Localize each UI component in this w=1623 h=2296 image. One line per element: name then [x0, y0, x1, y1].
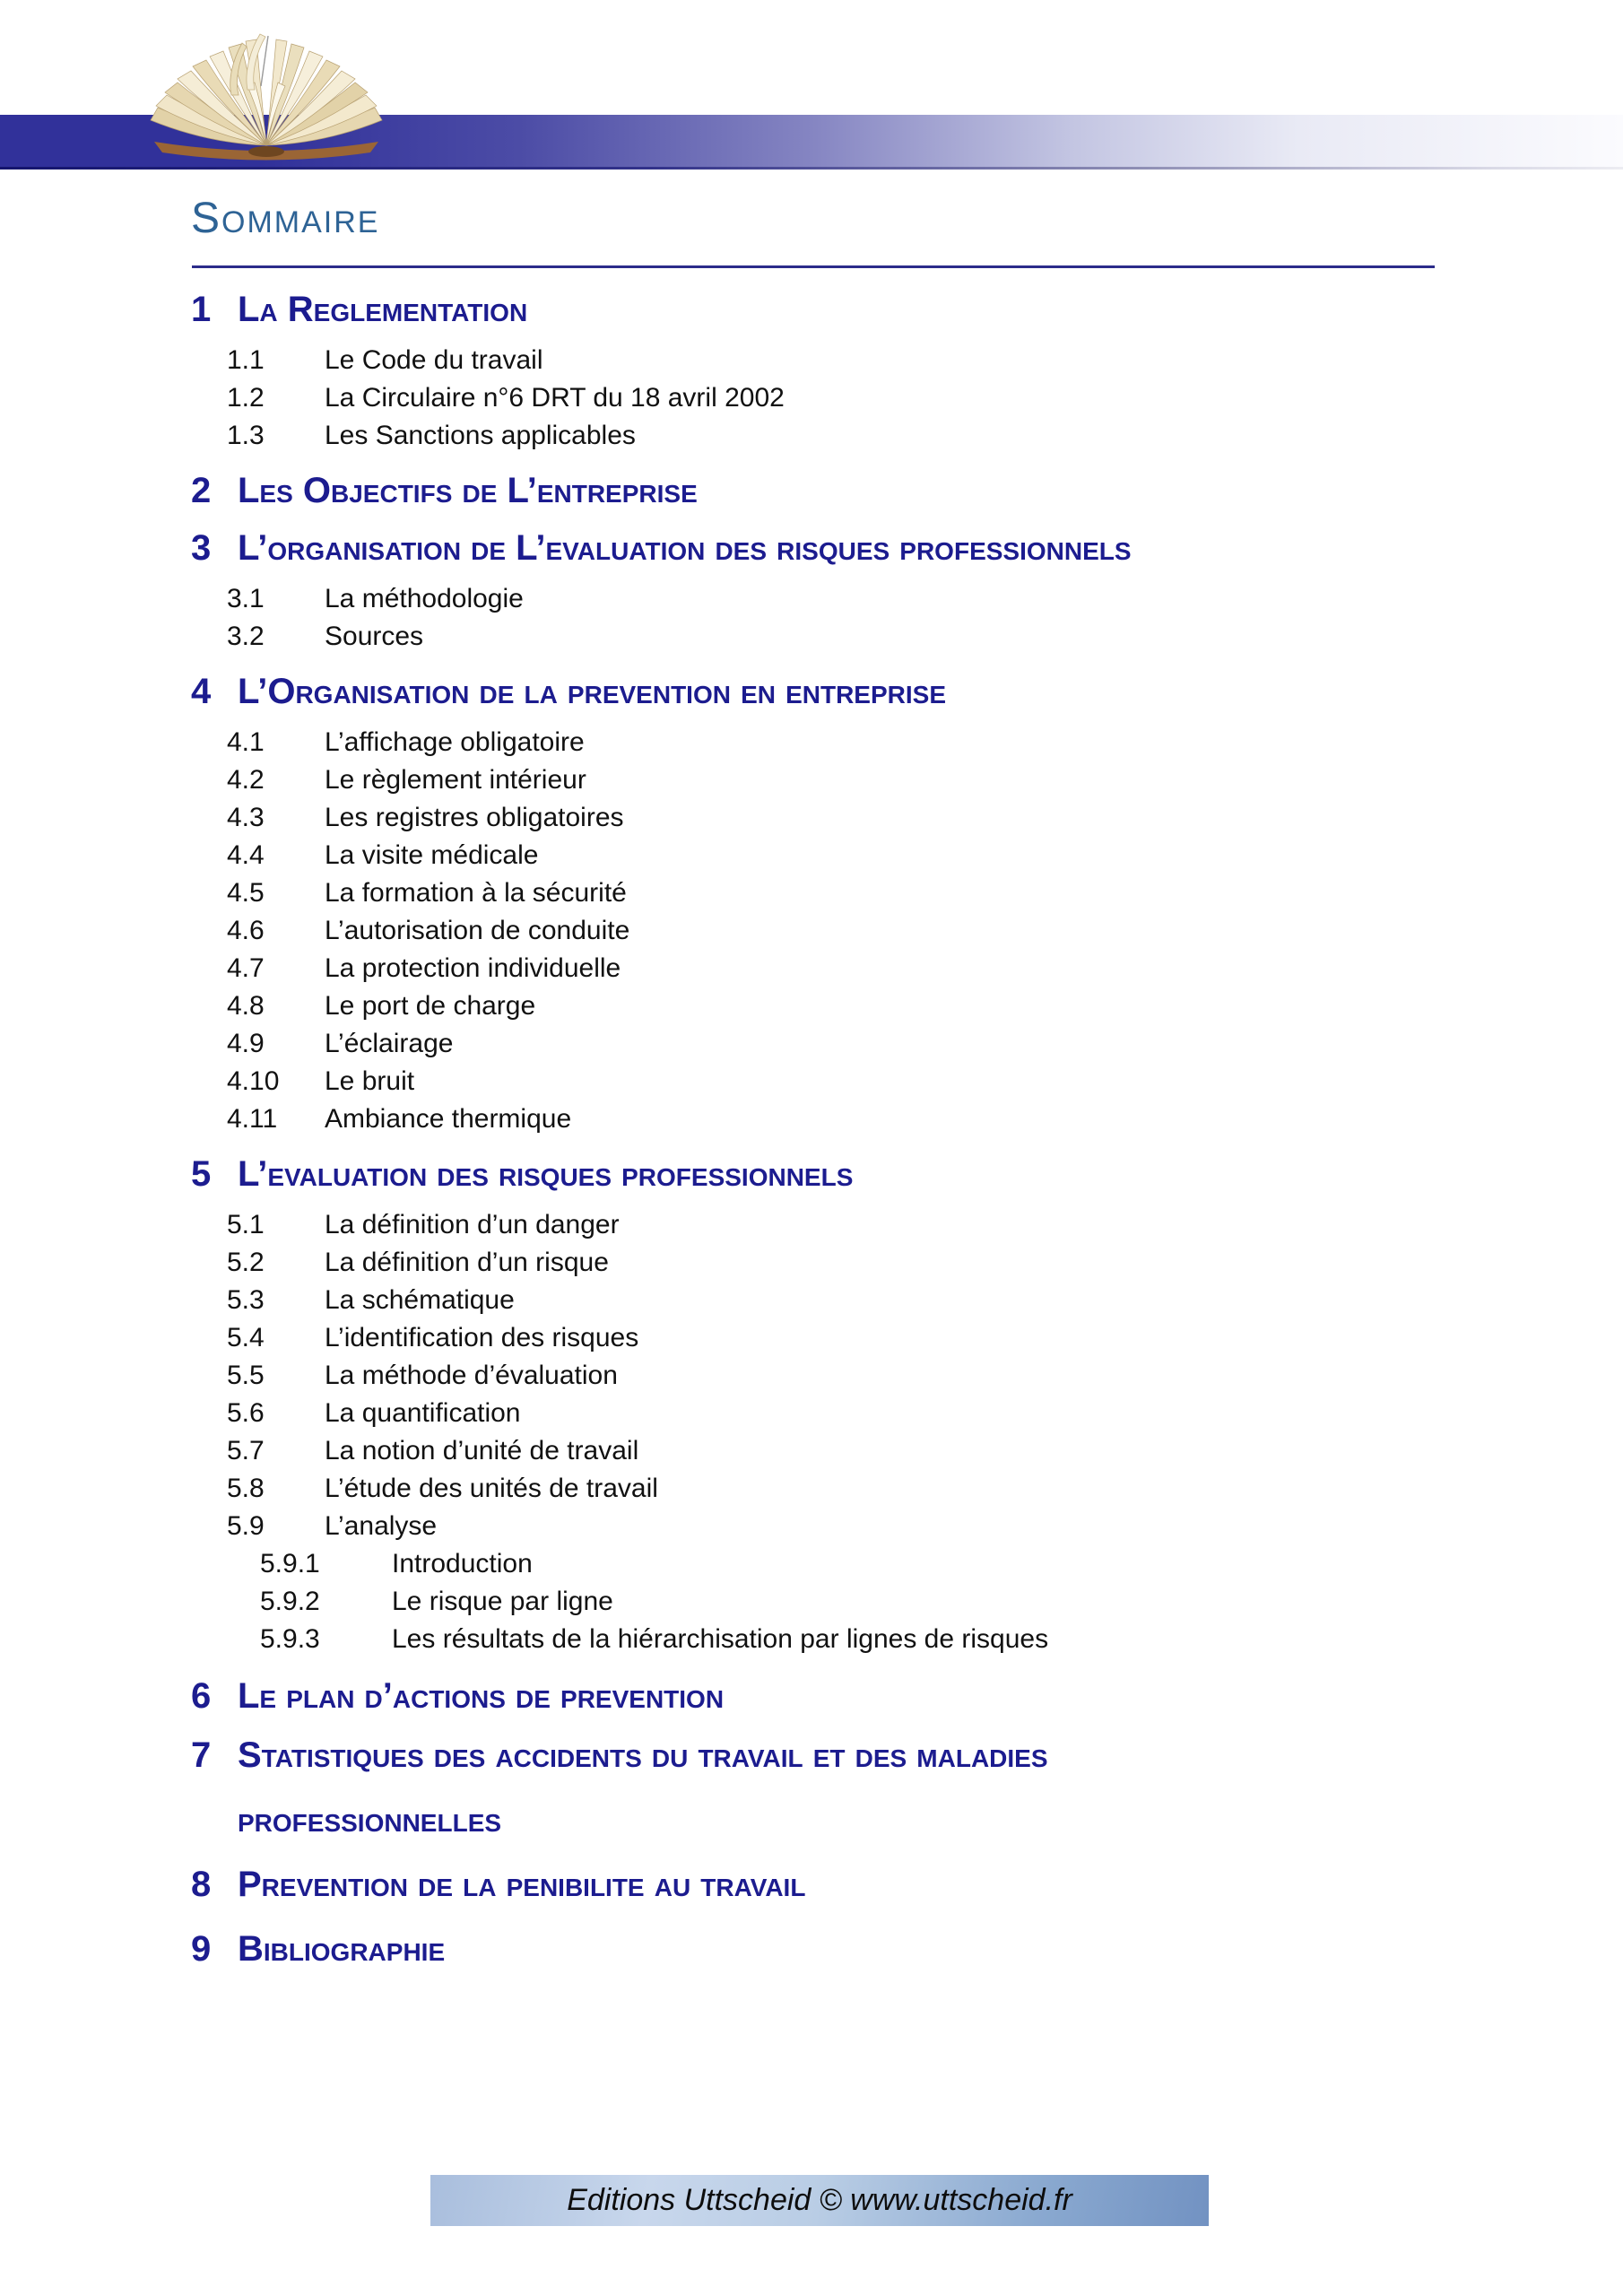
toc-section-heading [0, 1929, 1623, 1969]
entry-label: La notion d’unité de travail [325, 1436, 639, 1465]
section-number: 3 [191, 528, 212, 568]
toc-section-heading [0, 290, 1623, 329]
entry-number: 4.3 [227, 803, 265, 832]
entry-label: Les Sanctions applicables [325, 421, 636, 450]
entry-number: 5.5 [227, 1361, 265, 1390]
toc-entry [0, 1508, 1623, 1545]
entry-number: 4.10 [227, 1066, 280, 1096]
toc-entry [0, 1432, 1623, 1470]
entry-label: Les résultats de la hiérarchisation par lignes de risques [392, 1624, 1049, 1654]
section-title: L’evaluation des risques professionnels [238, 1154, 854, 1194]
toc-entry [0, 837, 1623, 874]
entry-number: 5.2 [227, 1248, 265, 1277]
toc-entry [0, 799, 1623, 837]
entry-number: 5.9.3 [260, 1624, 320, 1654]
entry-number: 5.6 [227, 1398, 265, 1428]
toc-entry [0, 1395, 1623, 1432]
toc-entry [0, 1282, 1623, 1319]
entry-number: 4.2 [227, 765, 265, 795]
title-rule [192, 265, 1435, 268]
entry-label: Le règlement intérieur [325, 765, 586, 795]
toc-entry [0, 1244, 1623, 1282]
entry-label: La définition d’un risque [325, 1248, 609, 1277]
section-number: 4 [191, 672, 212, 711]
entry-number: 4.5 [227, 878, 265, 908]
section-title: L’Organisation de la prevention en entreprise [238, 672, 947, 711]
entry-number: 5.8 [227, 1474, 265, 1503]
entry-number: 1.3 [227, 421, 265, 450]
entry-label: La protection individuelle [325, 953, 621, 983]
section-title: L’organisation de L’evaluation des risques professionnels [238, 528, 1132, 568]
entry-label: Le port de charge [325, 991, 536, 1021]
toc-subsection-group [0, 342, 1623, 455]
entry-number: 3.1 [227, 584, 265, 613]
entry-label: L’étude des unités de travail [325, 1474, 658, 1503]
entry-number: 4.11 [227, 1104, 278, 1134]
section-number: 8 [191, 1865, 212, 1904]
section-title: Bibliographie [238, 1929, 446, 1969]
toc-subsection-group [0, 1206, 1623, 1658]
entry-label: La Circulaire n°6 DRT du 18 avril 2002 [325, 383, 785, 413]
entry-label: Les registres obligatoires [325, 803, 624, 832]
section-title: Les Objectifs de L’entreprise [238, 471, 698, 510]
header-band-underline [0, 167, 1623, 170]
entry-label: La méthode d’évaluation [325, 1361, 618, 1390]
toc-entry [0, 1621, 1623, 1658]
entry-label: L’éclairage [325, 1029, 454, 1058]
section-title: La Reglementation [238, 290, 528, 329]
toc-section-heading [0, 528, 1623, 568]
toc-subsection-group [0, 724, 1623, 1138]
entry-label: L’affichage obligatoire [325, 727, 585, 757]
entry-label: L’analyse [325, 1511, 438, 1541]
toc-section-heading [0, 1676, 1623, 1716]
toc-subsection-group [0, 580, 1623, 656]
entry-number: 4.7 [227, 953, 265, 983]
entry-number: 5.9 [227, 1511, 265, 1541]
toc-entry [0, 987, 1623, 1025]
section-title-continuation: professionnelles [238, 1800, 502, 1839]
entry-label: Le bruit [325, 1066, 415, 1096]
toc-section-heading [0, 1865, 1623, 1904]
entry-label: La quantification [325, 1398, 521, 1428]
toc-entry [0, 1319, 1623, 1357]
entry-number: 5.9.2 [260, 1587, 320, 1616]
toc-entry [0, 1583, 1623, 1621]
entry-number: 1.1 [227, 345, 265, 375]
toc-section-heading [0, 672, 1623, 711]
entry-label: L’identification des risques [325, 1323, 639, 1352]
page-title: Sommaire [191, 195, 380, 242]
toc-entry [0, 1100, 1623, 1138]
toc-entry [0, 950, 1623, 987]
section-title: Le plan d’actions de prevention [238, 1676, 725, 1716]
entry-label: La schématique [325, 1285, 515, 1315]
entry-number: 4.9 [227, 1029, 265, 1058]
open-book-image [142, 32, 391, 167]
toc-entry [0, 379, 1623, 417]
toc-entry [0, 761, 1623, 799]
toc-entry [0, 342, 1623, 379]
section-number: 9 [191, 1929, 212, 1969]
toc-section-heading [0, 471, 1623, 510]
footer-bar [430, 2175, 1209, 2226]
book-spine [248, 146, 284, 157]
entry-label: La formation à la sécurité [325, 878, 627, 908]
toc-entry [0, 618, 1623, 656]
section-title: Prevention de la penibilite au travail [238, 1865, 806, 1904]
entry-label: Introduction [392, 1549, 533, 1578]
section-number: 5 [191, 1154, 212, 1194]
book-pages-right [266, 39, 382, 145]
entry-number: 1.2 [227, 383, 265, 413]
toc-entry [0, 1357, 1623, 1395]
entry-number: 4.8 [227, 991, 265, 1021]
section-number: 6 [191, 1676, 212, 1716]
toc-entry [0, 724, 1623, 761]
section-number: 7 [191, 1735, 212, 1775]
entry-label: Le risque par ligne [392, 1587, 613, 1616]
footer-text: Editions Uttscheid © www.uttscheid.fr [567, 2183, 1072, 2217]
toc-entry [0, 1545, 1623, 1583]
toc-section-heading [0, 1154, 1623, 1194]
toc-section-heading [0, 1735, 1623, 1775]
entry-number: 5.4 [227, 1323, 265, 1352]
entry-number: 5.9.1 [260, 1549, 320, 1578]
toc-entry [0, 417, 1623, 455]
entry-number: 5.7 [227, 1436, 265, 1465]
entry-label: Le Code du travail [325, 345, 543, 375]
section-title: Statistiques des accidents du travail et des maladies [238, 1735, 1048, 1775]
toc-entry [0, 580, 1623, 618]
entry-label: La méthodologie [325, 584, 524, 613]
section-number: 1 [191, 290, 212, 329]
entry-number: 5.1 [227, 1210, 265, 1239]
toc-entry [0, 1470, 1623, 1508]
entry-number: 3.2 [227, 622, 265, 651]
entry-label: Ambiance thermique [325, 1104, 572, 1134]
toc-entry [0, 1063, 1623, 1100]
entry-label: La visite médicale [325, 840, 539, 870]
section-number: 2 [191, 471, 212, 510]
entry-number: 5.3 [227, 1285, 265, 1315]
entry-number: 4.6 [227, 916, 265, 945]
book-pages-left [151, 39, 266, 145]
toc-entry [0, 874, 1623, 912]
entry-label: La définition d’un danger [325, 1210, 620, 1239]
entry-label: Sources [325, 622, 424, 651]
entry-number: 4.1 [227, 727, 265, 757]
entry-label: L’autorisation de conduite [325, 916, 630, 945]
toc-entry [0, 1025, 1623, 1063]
entry-number: 4.4 [227, 840, 265, 870]
toc-entry [0, 1206, 1623, 1244]
toc-entry [0, 912, 1623, 950]
